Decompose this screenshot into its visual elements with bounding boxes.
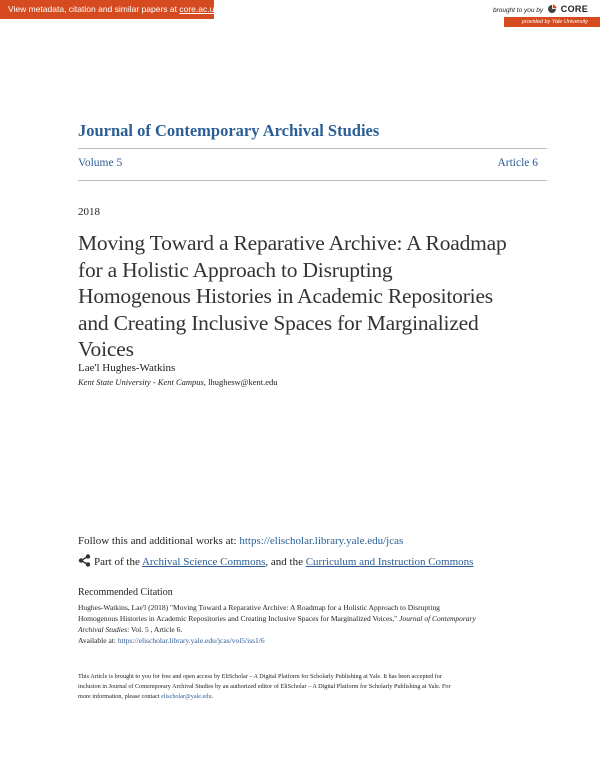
article-link[interactable]: Article 6 (497, 157, 538, 169)
header-divider-bottom (78, 180, 547, 181)
core-logo-icon (547, 4, 557, 14)
citation-text: Homogenous Histories in Academic Repositories and Creating Inclusive Spaces for Marginalized Voices," (78, 614, 400, 623)
title-line: Homogenous Histories in Academic Repositories (78, 284, 493, 308)
journal-title[interactable]: Journal of Contemporary Archival Studies (78, 121, 380, 140)
core-metadata-banner (0, 0, 219, 19)
part-of-prefix: Part of the (94, 556, 142, 568)
affiliation-institution: Kent State University - Kent Campus (78, 377, 204, 387)
core-metadata-text: View metadata, citation and similar papers at (8, 4, 180, 14)
author-affiliation (78, 377, 278, 387)
archival-science-commons-link[interactable]: Archival Science Commons (141, 556, 266, 568)
citation-line (78, 624, 548, 635)
publication-year: 2018 (78, 206, 100, 218)
recommended-citation-heading: Recommended Citation (78, 587, 173, 598)
paper-title (78, 230, 548, 363)
title-line: and Creating Inclusive Spaces for Marginalized (78, 310, 479, 335)
title-line: Voices (78, 337, 134, 361)
notice-contact-text: more information, please contact (78, 693, 161, 700)
core-label: CORE (560, 4, 588, 14)
recommended-citation (78, 602, 548, 646)
part-of (78, 554, 473, 568)
commons-network-icon (78, 554, 91, 567)
curriculum-instruction-commons-link[interactable]: Curriculum and Instruction Commons (305, 556, 474, 568)
citation-available: Available at: (78, 636, 118, 645)
header-divider-top (78, 148, 547, 149)
citation-url-link[interactable]: https://elischolar.library.yale.edu/jcas/vol5/iss1/6 (117, 636, 265, 645)
core-brought-text: brought to you by (492, 7, 544, 14)
author-name: Lae'l Hughes-Watkins (78, 362, 176, 374)
citation-line: Hughes-Watkins, Lae'l (2018) "Moving Toward a Reparative Archive: A Roadmap for a Holistic Approach to Disrupting (78, 603, 440, 612)
citation-line (78, 635, 548, 646)
notice-line: inclusion in Journal of Contemporary Archival Studies by an authorized editor of EliScholar – A Digital Platform for Scholarly Publishing at Yale. For (78, 683, 451, 690)
core-provided-by: provided by Yale University (504, 17, 600, 27)
notice-line: This Article is brought to you for free and open access by EliScholar – A Digital Platform for Scholarly Publishing at Yale. It has been accepted for (78, 673, 442, 680)
contact-email-link[interactable]: elischolar@yale.edu (161, 693, 212, 700)
core-branding (400, 0, 600, 26)
core-brought-by (493, 4, 588, 14)
citation-line (78, 613, 548, 624)
affiliation-email: , lhughesw@kent.edu (203, 377, 278, 387)
title-line: Moving Toward a Reparative Archive: A Roadmap (78, 231, 507, 255)
follow-url-link[interactable]: https://elischolar.library.yale.edu/jcas (239, 535, 404, 547)
part-of-middle: , and the (265, 556, 306, 568)
notice-line (78, 692, 548, 702)
citation-text: : Vol. 5 , Article 6. (127, 625, 183, 634)
volume-link[interactable]: Volume 5 (78, 157, 123, 169)
citation-journal: Journal of Contemporary (399, 614, 476, 623)
core-link[interactable]: core.ac.uk (179, 4, 219, 14)
notice-period: . (211, 693, 214, 700)
follow-prefix: Follow this and additional works at: (78, 535, 240, 547)
title-line: for a Holistic Approach to Disrupting (78, 257, 393, 282)
citation-journal: Archival Studies (78, 625, 128, 634)
core-banner (0, 0, 600, 26)
access-notice (78, 672, 548, 702)
follow-works (78, 535, 403, 547)
